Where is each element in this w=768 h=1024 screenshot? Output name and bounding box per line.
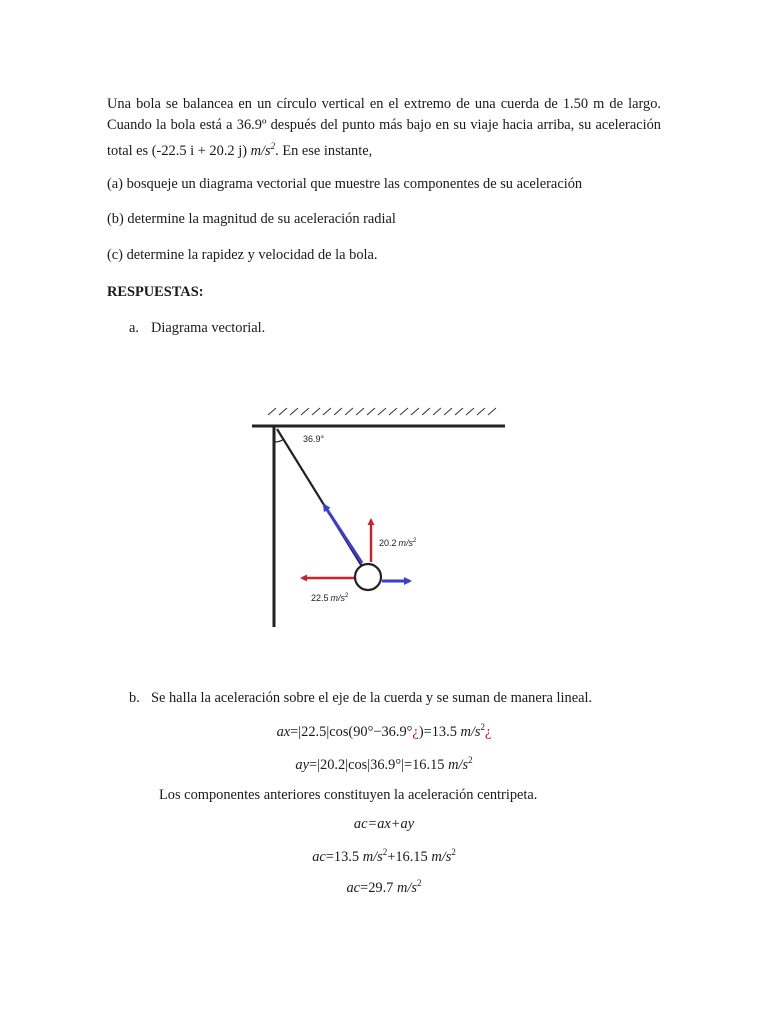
- equation-ax: ax=|22.5|cos(90°−36.9°¿)=13.5 $m/s^2¿$: [276, 722, 492, 740]
- part-b-question: (b) determine la magnitud de su aceleración radial: [107, 211, 396, 227]
- equation-ac-sum: ac=ax+ay: [353, 816, 415, 832]
- vertical-component-label: 20.2 $m/s^2$: [379, 538, 417, 548]
- answer-b-marker: b.: [129, 690, 140, 706]
- vector-diagram: [0, 395, 768, 695]
- answers-heading: RESPUESTAS:: [107, 284, 204, 300]
- problem-intro: [107, 94, 661, 162]
- radial-acceleration-arrow: [324, 505, 362, 563]
- part-c-question: (c) determine la rapidez y velocidad de la bola.: [107, 247, 378, 263]
- equation-ay: ay=|20.2|cos|36.9°|=16.15 $m/s^2$: [295, 755, 473, 773]
- problem-intro-end: . En ese instante,: [275, 142, 373, 159]
- answer-a-marker: a.: [129, 320, 139, 336]
- ceiling-hatching: [268, 408, 496, 415]
- problem-intro-text: Una bola se balancea en un círculo vertical en el extremo de una cuerda de 1.50 m de largo. Cuando la bola está a 36.9º después del punto más bajo en su viaje hacia arriba, su aceleración total es (-22.5 i + 20.2 j): [107, 96, 661, 159]
- part-a-question: (a) bosqueje un diagrama vectorial que muestre las componentes de su aceleración: [107, 176, 583, 192]
- equation-ac-result: ac=29.7 $m/s^2$: [346, 878, 422, 896]
- answer-b-text: Se halla la aceleración sobre el eje de la cuerda y se suman de manera lineal.: [151, 690, 593, 706]
- centripetal-note: Los componentes anteriores constituyen la aceleración centripeta.: [159, 787, 538, 803]
- ball: [355, 564, 381, 590]
- angle-label: 36.9°: [303, 434, 325, 444]
- equation-ac-values: ac=13.5 $m/s^2+16.15$ $m/s^2$: [312, 847, 456, 865]
- answer-a-text: Diagrama vectorial.: [151, 320, 266, 336]
- horizontal-component-label: 22.5 $m/s^2$: [311, 593, 349, 603]
- problem-unit: $m/s^2$: [250, 141, 276, 159]
